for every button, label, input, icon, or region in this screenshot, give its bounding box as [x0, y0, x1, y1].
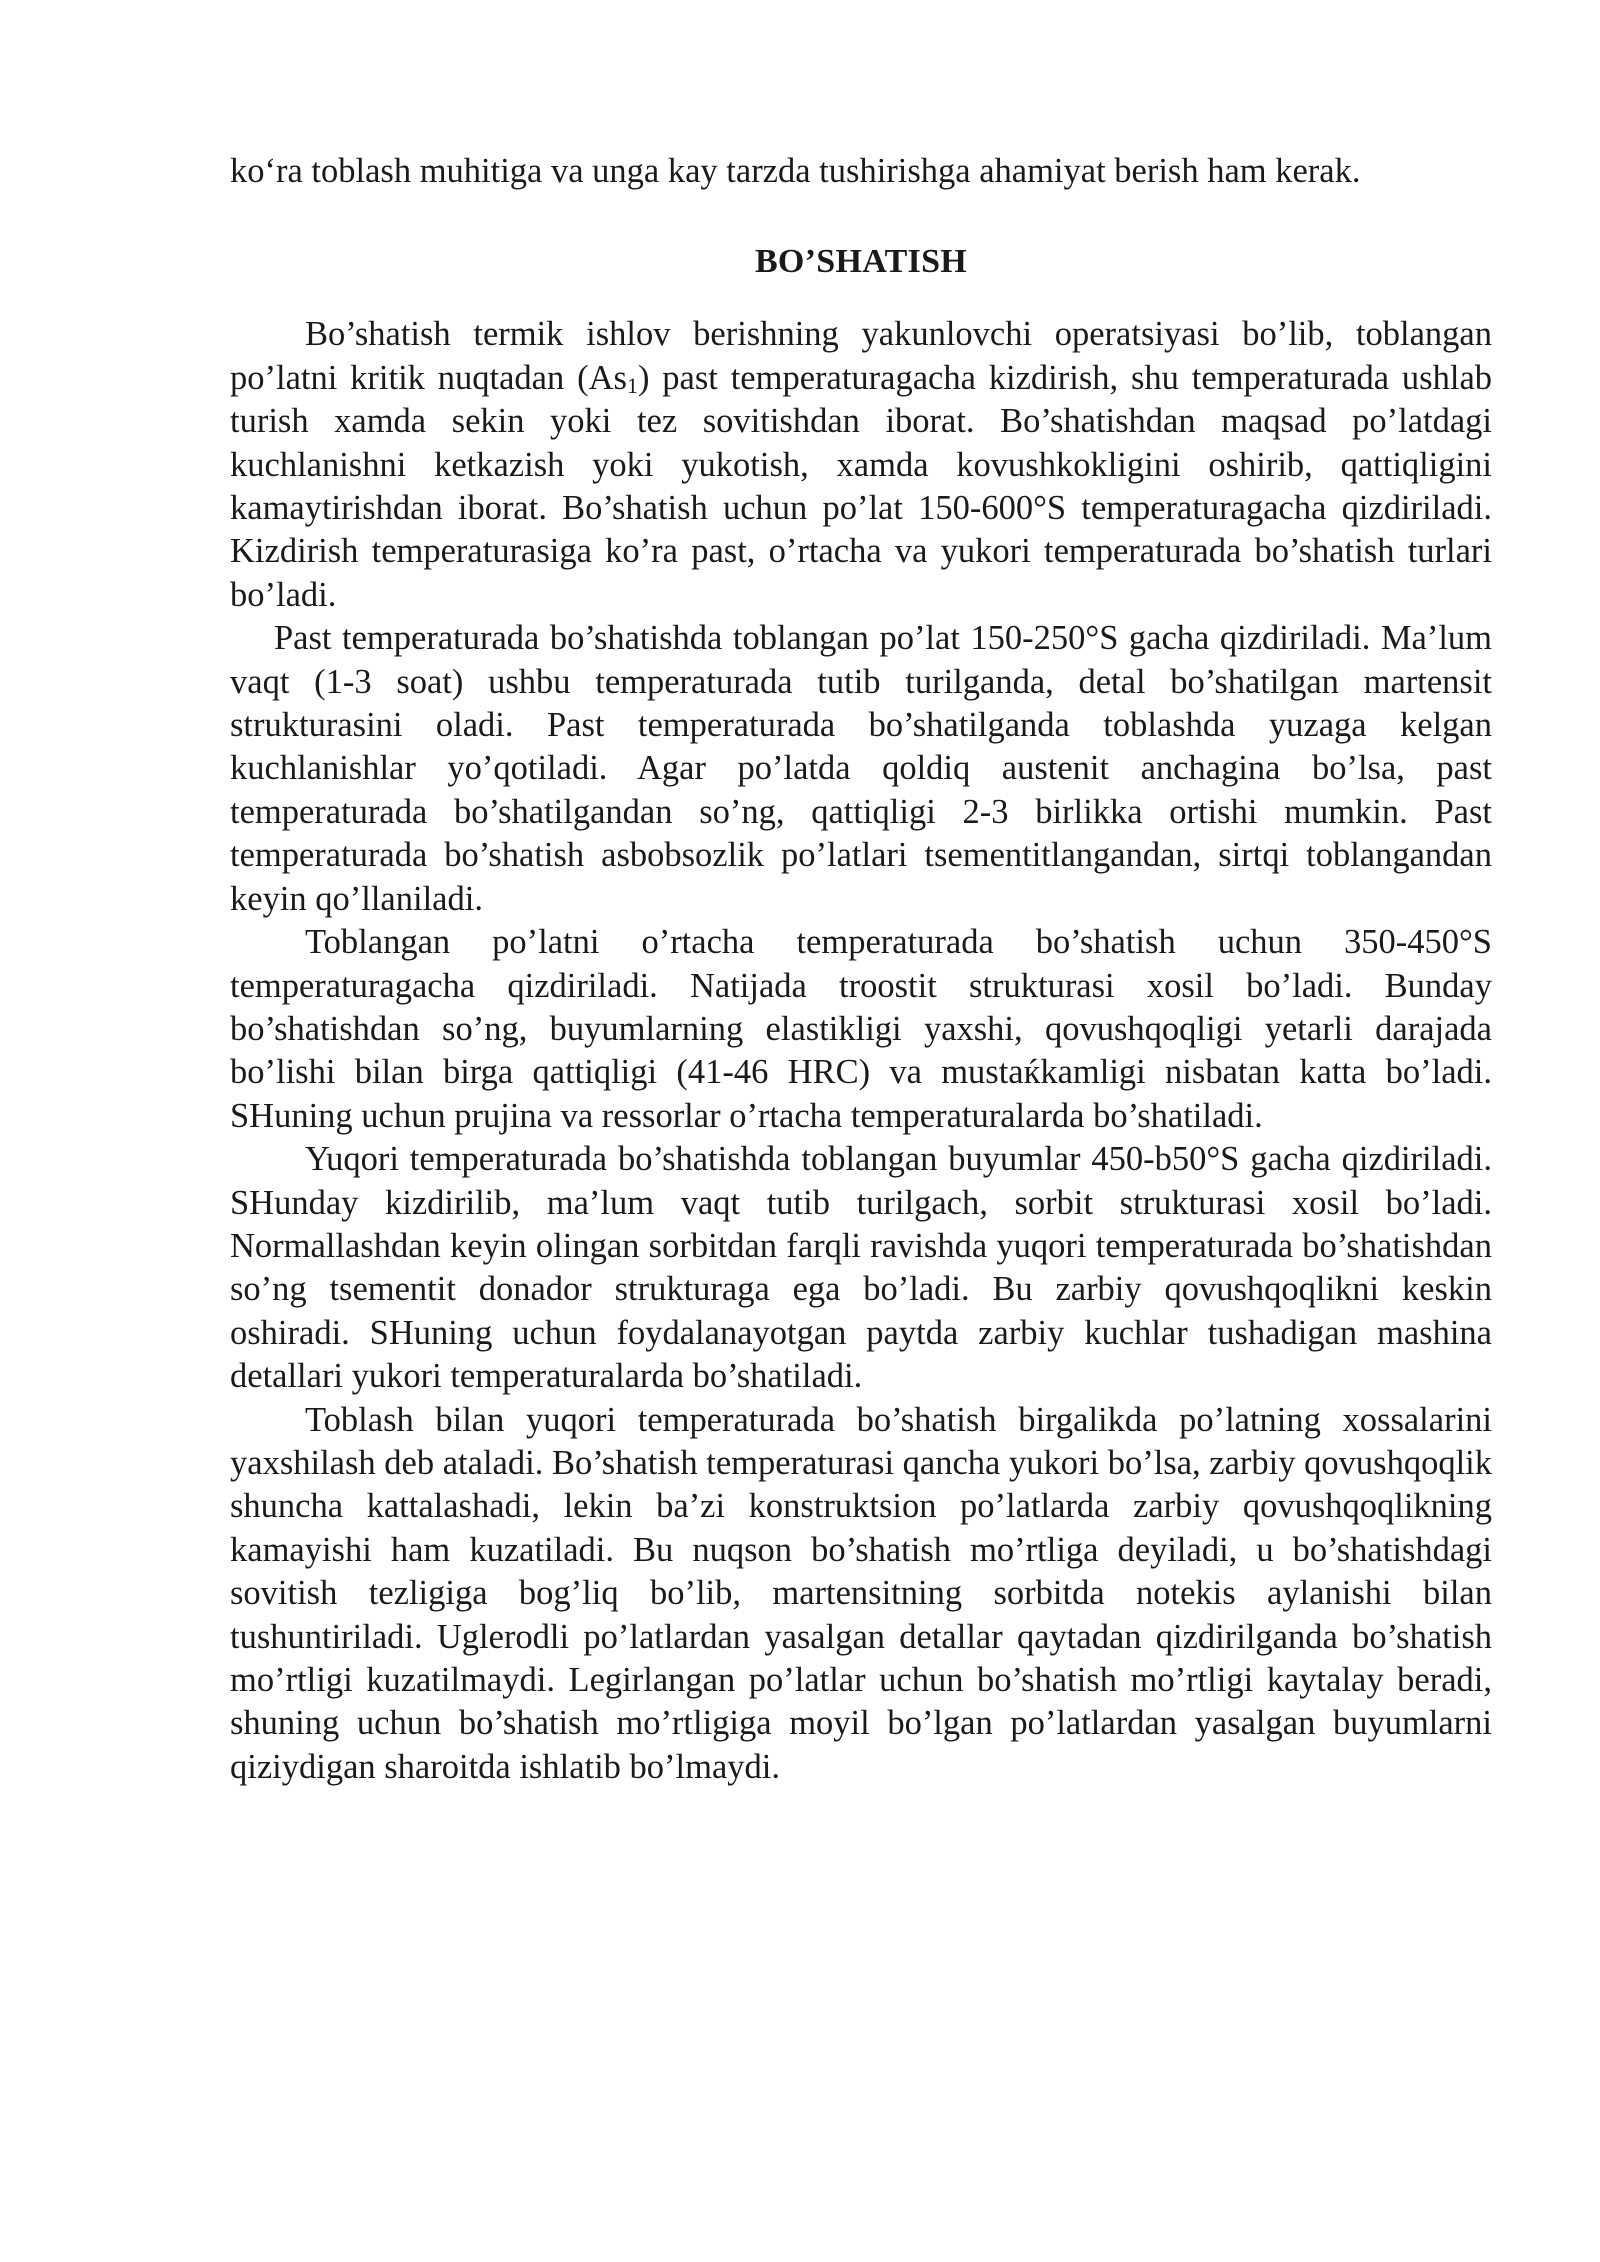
paragraph-temper-brittleness: Toblash bilan yuqori temperaturada bo’shatish birgalikda po’latning xossalarini yaxshilash deb ataladi. Bo’shatish temperaturasi qancha yukori bo’lsa, zarbiy qovushqoqlik shuncha kattalashadi, lekin ba’zi konstruktsion po’latlarda zarbiy qovushqoqlikning kamayishi ham kuzatiladi. Bu nuqson bo’shatish mo’rtliga deyiladi, u bo’shatishdagi sovitish tezligiga bog’liq bo’lib, martensitning sorbitda notekis aylanishi bilan tushuntiriladi. Uglerodli po’latlardan yasalgan detallar qaytadan qizdirilganda bo’shatish mo’rtligi kuzatilmaydi. Legirlangan po’latlar uchun bo’shatish mo’rtligi kaytalay beradi, shuning uchun bo’shatish mo’rtligiga moyil bo’lgan po’latlardan yasalgan buyumlarni qiziydigan sharoitda ishlatib bo’lmaydi. — [230, 1400, 1492, 1786]
paragraph-low-temperature: Past temperaturada bo’shatishda toblangan po’lat 150-250°S gacha qizdiriladi. Ma’lum vaqt (1-3 soat) ushbu temperaturada tutib turilganda, detal bo’shatilgan martensit strukturasini oladi. Past temperaturada bo’shatilganda toblashda yuzaga kelgan kuchlanishlar yo’qotiladi. Agar po’latda qoldiq austenit anchagina bo’lsa, past temperaturada bo’shatilgandan so’ng, qattiqligi 2-3 birlikka ortishi mumkin. Past temperaturada bo’shatish asbobsozlik po’latlari tsementitlangandan, sirtqi toblangandan keyin qo’llaniladi. — [230, 619, 1492, 918]
section-heading: BO’SHATISH — [754, 243, 968, 281]
paragraph-medium-temperature: Toblangan po’latni o’rtacha temperaturada bo’shatish uchun 350-450°S temperaturagacha qizdiriladi. Natijada troostit strukturasi xosil bo’ladi. Bunday bo’shatishdan so’ng, buyumlarning elastikligi yaxshi, qovushqoqligi yetarli darajada bo’lishi bilan birga qattiqligi (41-46 HRC) va mustaќkamligi nisbatan katta bo’ladi. SHuning uchun prujina va ressorlar o’rtacha temperaturalarda bo’shatiladi. — [230, 923, 1492, 1135]
paragraph-high-temperature: Yuqori temperaturada bo’shatishda toblangan buyumlar 450-b50°S gacha qizdiriladi. SHunday kizdirilib, ma’lum vaqt tutib turilgach, sorbit strukturasi xosil bo’ladi. Normallashdan keyin olingan sorbitdan farqli ravishda yuqori temperaturada bo’shatishdan so’ng tsementit donador strukturaga ega bo’ladi. Bu zarbiy qovushqoqlikni keskin oshiradi. SHuning uchun foydalanayotgan paytda zarbiy kuchlar tushadigan mashina detallari yukori temperaturalarda bo’shatiladi. — [230, 1140, 1492, 1396]
paragraph-definition-text-end: ) past temperaturagacha kizdirish, shu temperaturada ushlab turish xamda sekin yoki tez sovitishdan iborat. Bo’shatishdan maqsad po’latdagi kuchlanishni ketkazish yoki yukotish, xamda kovushkokligini oshirib, qattiqligini kamaytirishdan iborat. Bo’shatish uchun po’lat 150-600°S temperaturagacha qizdiriladi. Kizdirish temperaturasiga ko’ra past, o’rtacha va yukori temperaturada bo’shatish turlari bo’ladi. — [230, 358, 1493, 614]
subscript-one: 1 — [626, 372, 638, 398]
document-page — [230, 150, 1492, 1789]
paragraph-definition-text-start: Bo’shatish termik ishlov berishning yakunlovchi operatsiyasi bo’lib, toblangan po’latni kritik nuqtadan (As — [230, 315, 1492, 397]
paragraph-definition — [230, 313, 1492, 617]
intro-line: ko‘ra toblash muhitiga va unga kay tarzda tushirishga ahamiyat berish ham kerak. — [230, 152, 1361, 190]
